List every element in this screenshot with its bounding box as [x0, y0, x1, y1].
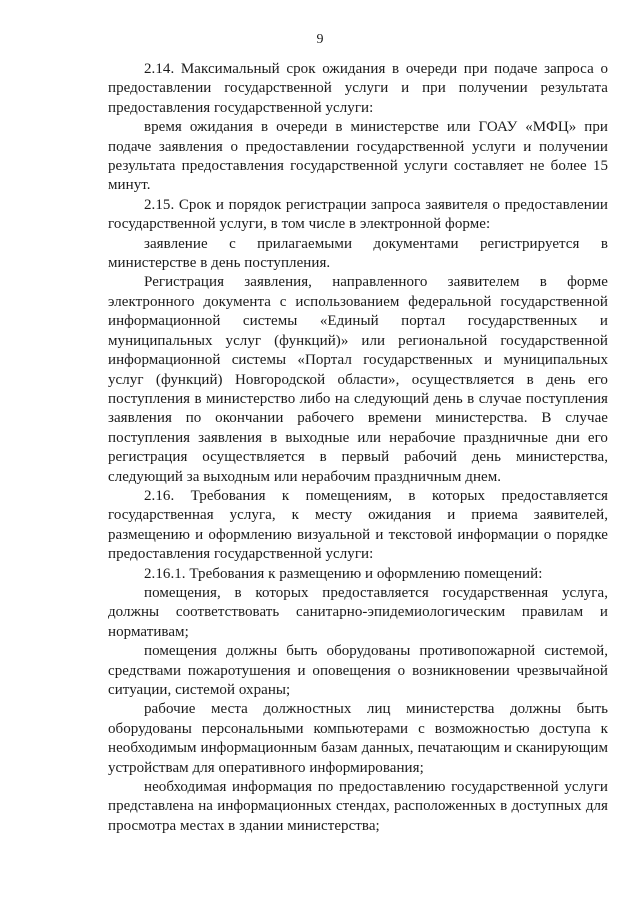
paragraph: 2.16.1. Требования к размещению и оформлению помещений:	[144, 565, 543, 582]
paragraph: заявление с прилагаемыми документами регистрируется в министерстве в день поступления.	[108, 235, 608, 272]
paragraph: Регистрация заявления, направленного заявителем в форме электронного документа с использованием федеральной государственной информационной системы «Единый портал государственных и муниципальных услуг (функций)» или региональной государственной информационной системы «Портал государственных и муниципальных услуг (функций) Новгородской области», осуществляется в день его поступления в министерство либо на следующий день в случае поступления заявления по окончании рабочего времени министерства. В случае поступления заявления в выходные или нерабочие праздничные дни его регистрация осуществляется в первый рабочий день министерства, следующий за выходным или нерабочим праздничным днем.	[108, 274, 608, 485]
paragraph: рабочие места должностных лиц министерства должны быть оборудованы персональными компьютерами с возможностью доступа к необходимым информационным базам данных, печатающим и сканирующим устройствам для оперативного информирования;	[108, 701, 608, 776]
paragraph: необходимая информация по предоставлению государственной услуги представлена на информационных стендах, расположенных в доступных для просмотра местах в здании министерства;	[108, 779, 608, 834]
paragraph: помещения должны быть оборудованы противопожарной системой, средствами пожаротушения и оповещения о возникновении чрезвычайной ситуации, системой охраны;	[108, 643, 608, 698]
paragraph: 2.14. Максимальный срок ожидания в очереди при подаче запроса о предоставлении государственной услуги и при получении результата предоставления государственной услуги:	[108, 61, 608, 116]
paragraph: 2.15. Срок и порядок регистрации запроса заявителя о предоставлении государственной услуги, в том числе в электронной форме:	[108, 196, 608, 233]
paragraph: 2.16. Требования к помещениям, в которых предоставляется государственная услуга, к месту ожидания и приема заявителей, размещению и оформлению визуальной и текстовой информации о порядке предоставления государственной услуги:	[108, 487, 608, 563]
paragraph: время ожидания в очереди в министерстве или ГОАУ «МФЦ» при подаче заявления о предоставлении государственной услуги и получении результата предоставления государственной услуги составляет не более 15 минут.	[108, 119, 608, 194]
paragraph: помещения, в которых предоставляется государственная услуга, должны соответствовать санитарно-эпидемиологическим правилам и нормативам;	[108, 584, 608, 640]
page-number: 9	[316, 32, 324, 47]
document-body	[108, 60, 608, 836]
